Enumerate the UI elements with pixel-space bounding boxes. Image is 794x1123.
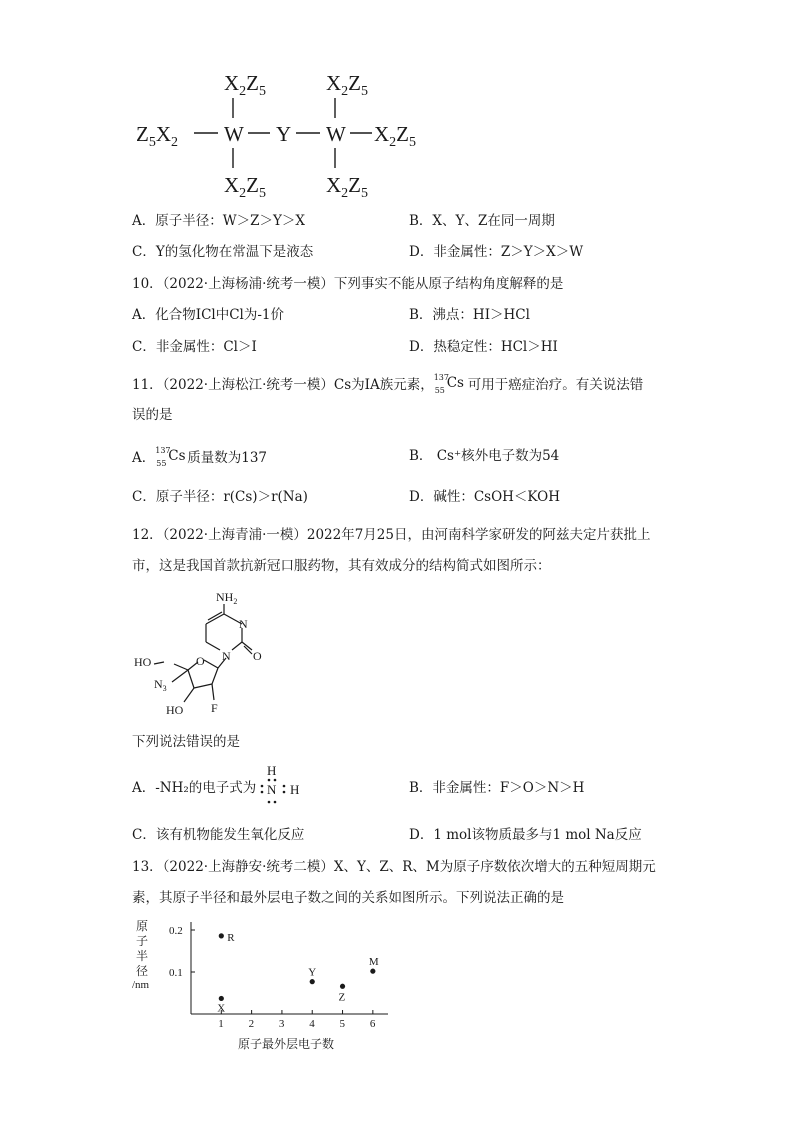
q10-option-b[interactable]: B．沸点：HI＞HCl	[409, 307, 530, 323]
label-n3: $N_3$	[154, 677, 167, 693]
q11-option-b[interactable]: B． Cs⁺核外电子数为54	[409, 448, 560, 464]
q11-option-c[interactable]: C．原子半径：r(Cs)＞r(Na)	[132, 489, 308, 505]
nuclide-symbol: Cs	[446, 375, 464, 391]
q9-option-d[interactable]: D．非金属性：Z＞Y＞X＞W	[409, 244, 584, 260]
x-tick-label-2: 2	[248, 1018, 255, 1030]
q10-option-a[interactable]: A．化合物ICl中Cl为-1价	[132, 307, 285, 323]
q13-stem-line1: 13．（2022·上海静安·统考二模）X、Y、Z、R、M为原子序数依次增大的五种短周期元	[132, 859, 656, 875]
svg-text:子: 子	[136, 934, 149, 948]
q12-prompt: 下列说法错误的是	[132, 734, 240, 750]
q9-option-a[interactable]: A．原子半径：W＞Z＞Y＞X	[132, 213, 306, 229]
q10-option-d[interactable]: D．热稳定性：HCl＞HI	[409, 339, 558, 355]
atom-y: Y	[276, 122, 292, 146]
nuclide-atomic-number: 55	[434, 386, 445, 395]
lewis-n: N	[267, 782, 277, 797]
q12-option-d[interactable]: D．1 mol该物质最多与1 mol Na反应	[409, 827, 642, 843]
q9-option-c[interactable]: C．Y的氢化物在常温下是液态	[132, 244, 314, 260]
point-Y	[310, 979, 315, 984]
molecule-bonds	[154, 604, 252, 702]
label-ho-top: HO	[134, 655, 152, 669]
q11-stem-line1	[132, 373, 643, 395]
q10-stem: 10．（2022·上海杨浦·统考一模）下列事实不能从原子结构角度解释的是	[132, 276, 564, 292]
svg-text:径: 径	[136, 964, 149, 978]
q10-option-c[interactable]: C．非金属性：Cl＞I	[132, 339, 257, 355]
y-tick-label-0.1: 0.1	[169, 967, 183, 979]
q12-stem-line2: 市，这是我国首款抗新冠口服药物，其有效成分的结构简式如图所示：	[132, 558, 551, 574]
cs-nuclide	[433, 373, 468, 395]
label-o-ring: O	[196, 654, 205, 668]
q11-option-a[interactable]	[132, 446, 267, 468]
q12-option-a[interactable]	[132, 778, 256, 798]
x-tick-label-3: 3	[278, 1018, 285, 1030]
q11-stem-line2: 误的是	[132, 407, 173, 423]
right-end-group: $X_2Z_5$	[374, 122, 416, 150]
q12-option-b[interactable]: B．非金属性：F＞O＞N＞H	[409, 780, 585, 796]
y-axis-label	[132, 919, 150, 991]
q11-stem-part1: 11．（2022·上海松江·统考一模）Cs为ⅠA族元素，	[132, 377, 434, 393]
lewis-h-top: H	[267, 764, 277, 778]
x-tick-label-5: 5	[339, 1018, 346, 1030]
q13-stem-line2: 素，其原子半径和最外层电子数之间的关系如图所示。下列说法正确的是	[132, 890, 564, 906]
label-f: F	[211, 701, 218, 715]
q12-stem-line1: 12．（2022·上海青浦·一模）2022年7月25日，由河南科学家研发的阿兹夫定片获批上	[132, 527, 651, 543]
bottom-left-group: $X_2Z_5$	[224, 173, 266, 201]
cs-nuclide-a	[155, 446, 187, 468]
x-tick-label-6: 6	[369, 1018, 376, 1030]
label-nh2: $NH_2$	[216, 590, 238, 606]
point-R	[219, 933, 224, 938]
radius-vs-valence-chart	[126, 916, 396, 1060]
x-tick-label-1: 1	[218, 1018, 224, 1030]
molecule-structure	[128, 584, 278, 724]
atom-w1: W	[224, 122, 244, 146]
q9-option-b[interactable]: B．X、Y、Z在同一周期	[409, 213, 555, 229]
point-X	[219, 996, 224, 1001]
point-label-M: M	[368, 956, 379, 969]
bottom-right-group: $X_2Z_5$	[326, 173, 368, 201]
svg-text:半: 半	[136, 949, 149, 963]
top-right-group: $X_2Z_5$	[326, 71, 368, 99]
q12-a-text: A．-NH₂的电子式为	[132, 780, 257, 796]
point-label-X: X	[217, 1002, 226, 1015]
nuclide-symbol: Cs	[168, 448, 186, 464]
point-M	[370, 969, 375, 974]
point-label-R: R	[227, 931, 235, 944]
nuclide-atomic-number: 55	[156, 459, 167, 468]
y-tick-label-0.2: 0.2	[169, 925, 183, 937]
label-n-ring-top: N	[239, 617, 248, 631]
nuclide-mass-number: 137	[433, 373, 449, 382]
q11-option-d[interactable]: D．碱性：CsOH＜KOH	[409, 489, 560, 505]
q11-stem-part2: 可用于癌症治疗。有关说法错	[467, 377, 644, 393]
x-tick-label-4: 4	[309, 1018, 315, 1030]
point-label-Z: Z	[338, 991, 346, 1004]
structure-diagram	[130, 66, 440, 202]
x-axis-label: 原子最外层电子数	[238, 1037, 335, 1051]
nuclide-mass-number: 137	[155, 446, 171, 455]
label-o-carbonyl: O	[253, 649, 262, 663]
lewis-h-right: H	[290, 782, 300, 797]
q11-a-suffix: 质量数为137	[187, 450, 268, 466]
nh2-lewis-structure	[258, 764, 304, 812]
left-end-group: $Z_5X_2$	[136, 122, 178, 150]
atom-w2: W	[326, 122, 346, 146]
point-label-Y: Y	[308, 966, 317, 979]
q12-option-c[interactable]: C．该有机物能发生氧化反应	[132, 827, 305, 843]
q11-a-prefix: A．	[132, 450, 156, 466]
svg-text:/nm: /nm	[132, 979, 150, 991]
label-ho-bottom: HO	[166, 703, 184, 717]
svg-text:原: 原	[136, 919, 149, 933]
top-left-group: $X_2Z_5$	[224, 71, 266, 99]
label-n-ring-bottom: N	[222, 649, 231, 663]
point-Z	[340, 984, 345, 989]
